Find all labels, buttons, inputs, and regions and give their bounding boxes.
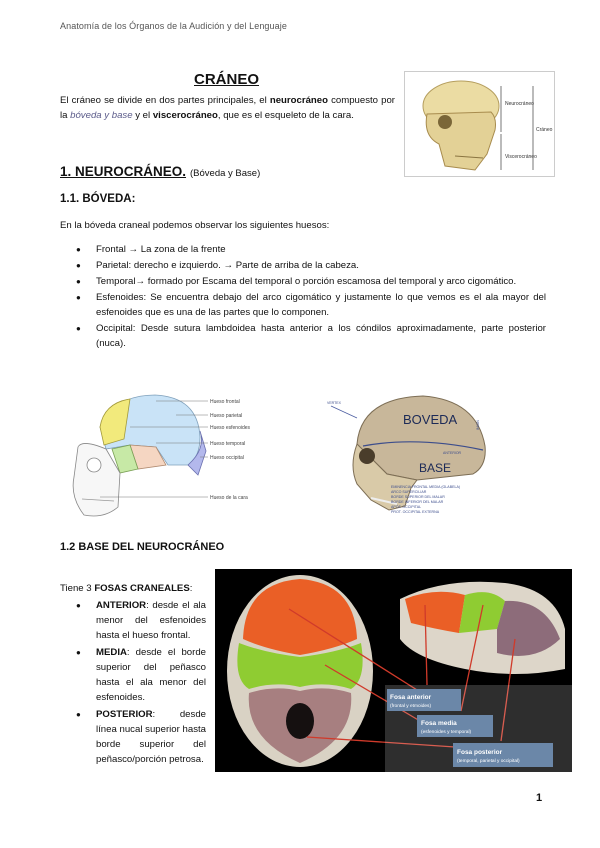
label-viscerocraneo: Viscerocráneo (505, 154, 537, 160)
section-1-2-heading: 1.2 BASE DEL NEUROCRÁNEO (60, 541, 225, 553)
boveda-bone-list (76, 242, 546, 352)
label-hueso-parietal: Hueso parietal (210, 413, 243, 419)
list-item (76, 645, 206, 705)
label-small-5: APÓF. OCCIPITAL (391, 505, 422, 509)
fosa-name: MEDIA (96, 647, 127, 658)
label-small-4: BORDE INFERIOR DEL MALAR (391, 500, 444, 504)
intro-text-1: El cráneo se divide en dos partes principales, el (60, 95, 270, 106)
fosa-desc: : desde el ala menor del esfenoides hasta el hueso frontal. (96, 600, 206, 641)
label-fosa-posterior: Fosa posterior (457, 749, 503, 756)
label-fosa-anterior: Fosa anterior (390, 694, 432, 701)
label-hueso-frontal: Hueso frontal (210, 399, 240, 405)
fosa-desc: : desde el borde superior del peñasco hasta el ala menor del esfenoides. (96, 647, 206, 703)
skull-boveda-base-figure (327, 388, 493, 518)
boveda-intro: En la bóveda craneal podemos observar los siguientes huesos: (60, 220, 330, 231)
label-base: BASE (419, 461, 452, 475)
intro-text-4: , que es el esqueleto de la cara. (217, 110, 354, 121)
fosas-list (76, 598, 206, 769)
label-hueso-esfenoides: Hueso esfenoides (210, 425, 251, 431)
intro-text-2: compuesto por la (60, 95, 395, 121)
page-header: Anatomía de los Órganos de la Audición y del Lenguaje (60, 21, 287, 31)
intro-bold-viscerocraneo: viscerocráneo (152, 110, 218, 121)
label-fosa-media-sub: (esfenoides y temporal) (421, 730, 472, 735)
intro-bold-neurocraneo: neurocráneo (269, 95, 328, 106)
label-hueso-temporal: Hueso temporal (210, 441, 246, 447)
colored-skull-drawing (60, 387, 265, 525)
fosas-intro-pre: Tiene 3 (60, 583, 95, 594)
label-fosa-posterior-sub: (temporal, parietal y occipital) (457, 759, 520, 764)
label-neurocraneo: Neurocráneo (505, 101, 534, 107)
intro-paragraph (60, 93, 395, 123)
cranial-fossae-figure (215, 569, 572, 772)
fosa-name: POSTERIOR (96, 709, 153, 720)
list-item: ● Temporal→ formado por Escama del temporal o porción escamosa del temporal y arco cigomático. (76, 274, 546, 289)
label-hueso-cara: Hueso de la cara (210, 495, 248, 501)
label-boveda: BOVEDA (403, 412, 458, 427)
section-1-title: 1. NEUROCRÁNEO. (60, 164, 187, 179)
label-small-1: EMINENCIA FRONTAL MEDIA (GLABELA) (391, 485, 461, 489)
label-small-2: ARCO SUPERCILIAR (391, 490, 427, 494)
fosas-intro-bold: FOSAS CRANEALES (94, 583, 190, 594)
cranial-fossae-drawing (215, 569, 572, 772)
page-title: CRÁNEO (194, 71, 260, 88)
section-1-1-heading: 1.1. BÓVEDA: (60, 193, 136, 205)
list-item: ● Occipital: Desde sutura lambdoidea hasta anterior a los cóndilos aproximadamente, parte posterior (nuca). (76, 321, 546, 351)
page-number: 1 (536, 792, 543, 804)
colored-skull-figure (60, 387, 265, 525)
list-item: ● Frontal → La zona de la frente (76, 242, 546, 257)
label-fosa-media: Fosa media (421, 720, 457, 727)
label-vertex: VERTEX (327, 401, 341, 405)
intro-text-3: y el (132, 110, 153, 121)
label-small-6: PROT. OCCIPITAL EXTERNA (391, 510, 440, 514)
fosa-name: ANTERIOR (96, 600, 147, 611)
fosas-intro (60, 583, 192, 594)
label-anterior: ANTERIOR (443, 451, 462, 455)
skull-lateral-figure (404, 71, 555, 177)
fosa-desc: : desde línea nucal superior hasta borde superior del peñasco/porción petrosa. (96, 709, 206, 765)
section-1-subtitle: (Bóveda y Base) (190, 168, 261, 179)
fosas-intro-post: : (189, 583, 193, 594)
skull-lateral-drawing (405, 72, 554, 176)
label-fosa-anterior-sub: (frontal y etmoides) (390, 704, 432, 709)
skull-boveda-base-drawing (327, 388, 493, 518)
list-item: ● Parietal: derecho e izquierdo. → Parte de arriba de la cabeza. (76, 258, 546, 273)
label-inion: INION (476, 420, 480, 430)
list-item (76, 707, 206, 767)
label-hueso-occipital: Hueso occipital (210, 455, 244, 461)
label-small-3: BORDE SUPERIOR DEL MALAR (391, 495, 445, 499)
list-item (76, 598, 206, 643)
intro-italic-boveda-base: bóveda y base (70, 110, 133, 121)
list-item: ● Esfenoides: Se encuentra debajo del arco cigomático y justamente lo que vemos es el ala mayor del esfenoides que es una de las partes que lo componen. (76, 290, 546, 320)
label-craneo: Cráneo (536, 127, 553, 133)
section-1-heading (60, 164, 260, 179)
